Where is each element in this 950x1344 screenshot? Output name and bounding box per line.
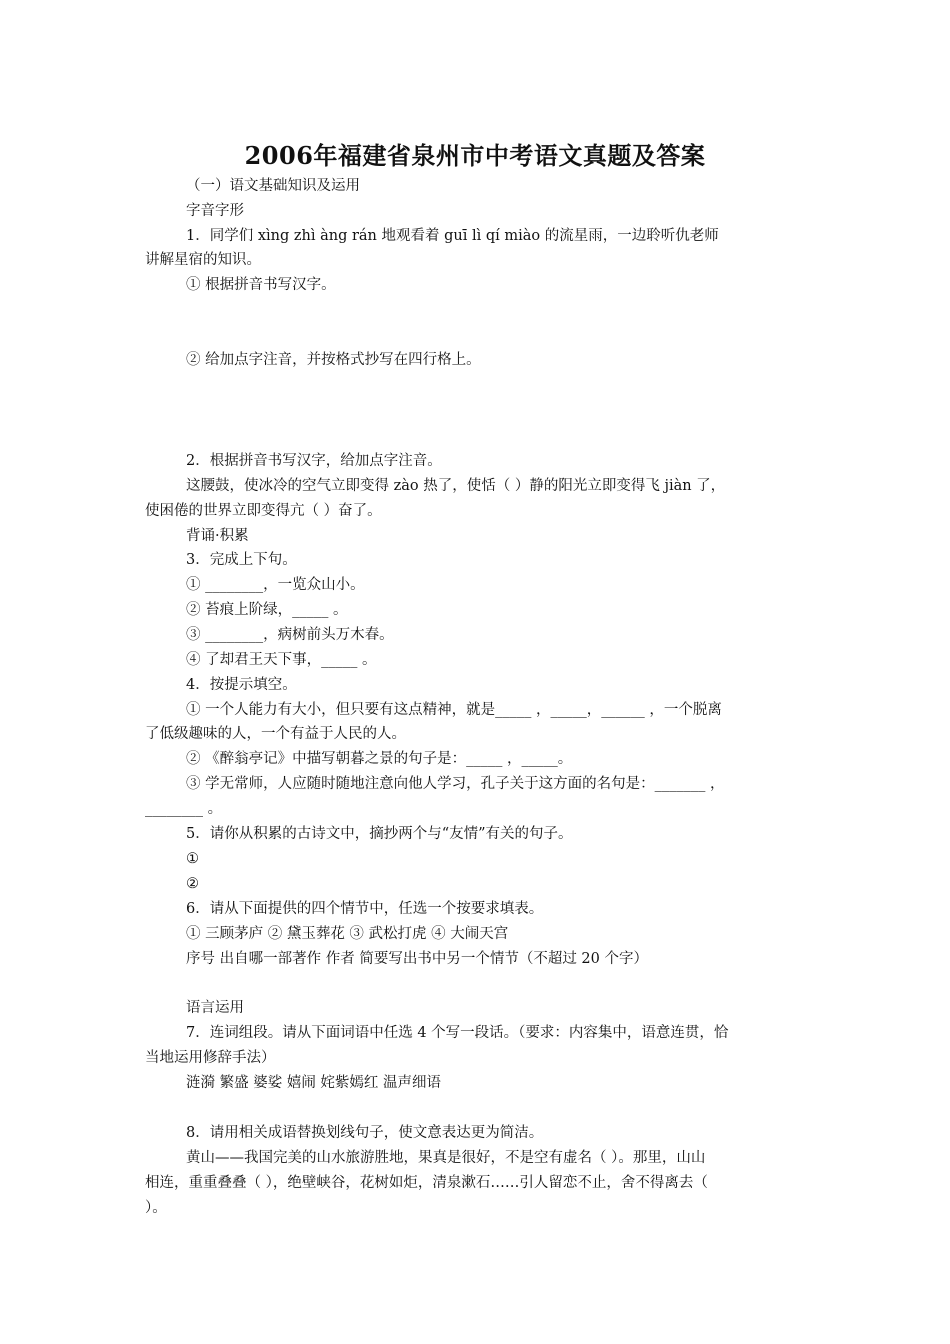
question-text: 这腰鼓，使冰冷的空气立即变得 zào 热了，使恬（ ）静的阳光立即变得飞 jiàn 了， [186, 478, 726, 494]
question-text: ）。 [145, 1200, 167, 1216]
subsection-heading: 字音字形 [186, 203, 244, 219]
question-text: 1．同学们 xìng zhì àng rán 地观看着 guī lì qí miào 的流星雨，一边聆听仇老师 [186, 228, 719, 244]
answer-slot: ② [186, 876, 199, 892]
question-text: 3．完成上下句。 [186, 552, 297, 568]
question-subitem: ④ 了却君王天下事，_____ 。 [186, 652, 377, 668]
question-text: 2．根据拼音书写汉字，给加点字注音。 [186, 453, 442, 469]
question-text: 8．请用相关成语替换划线句子，使文意表达更为简洁。 [186, 1125, 544, 1141]
question-subitem: ________ 。 [145, 801, 223, 817]
question-text: 5．请你从积累的古诗文中，摘抄两个与“友情”有关的句子。 [186, 826, 573, 842]
word-list: 涟漪 繁盛 婆娑 嬉闹 姹紫嫣红 温声细语 [186, 1075, 442, 1091]
document-title: 2006年福建省泉州市中考语文真题及答案 [244, 141, 706, 170]
question-subitem: ① 三顾茅庐 ② 黛玉葬花 ③ 武松打虎 ④ 大闹天宫 [186, 926, 509, 942]
question-subitem: ② 给加点字注音，并按格式抄写在四行格上。 [186, 352, 481, 368]
table-header-row: 序号 出自哪一部著作 作者 简要写出书中另一个情节（不超过 20 个字） [186, 951, 648, 967]
question-text: 4．按提示填空。 [186, 677, 297, 693]
question-subitem: ① 一个人能力有大小，但只要有这点精神，就是_____ ，_____，______ ，一个脱离 [186, 702, 722, 718]
question-subitem: ③ ________，病树前头万木春。 [186, 627, 394, 643]
question-text: 讲解星宿的知识。 [145, 252, 261, 268]
question-text: 黄山——我国完美的山水旅游胜地，果真是很好，不是空有虚名（ ）。那里，山山 [186, 1150, 706, 1166]
question-subitem: ② 苔痕上阶绿，_____ 。 [186, 602, 348, 618]
question-subitem: 了低级趣味的人，一个有益于人民的人。 [145, 726, 406, 742]
question-text: 6．请从下面提供的四个情节中，任选一个按要求填表。 [186, 901, 544, 917]
subsection-heading: 语言运用 [186, 1000, 244, 1016]
question-text: 当地运用修辞手法） [145, 1050, 276, 1066]
question-subitem: ② 《醉翁亭记》中描写朝暮之景的句子是：_____ ，_____。 [186, 751, 573, 767]
question-subitem: ① 根据拼音书写汉字。 [186, 277, 336, 293]
question-subitem: ③ 学无常师，人应随时随地注意向他人学习，孔子关于这方面的名句是：_______ ， [186, 776, 725, 792]
question-text: 相连，重重叠叠（ ），绝壁峡谷，花树如炬，清泉漱石……引人留恋不止，舍不得离去（ [145, 1175, 708, 1191]
question-text: 7．连词组段。请从下面词语中任选 4 个写一段话。（要求：内容集中，语意连贯，恰 [186, 1025, 729, 1041]
answer-slot: ① [186, 851, 199, 867]
question-subitem: ① ________，一览众山小。 [186, 577, 365, 593]
question-text: 使困倦的世界立即变得亢（ ）奋了。 [145, 503, 382, 519]
section-heading: （一）语文基础知识及运用 [186, 178, 360, 194]
subsection-heading: 背诵·积累 [186, 528, 249, 544]
